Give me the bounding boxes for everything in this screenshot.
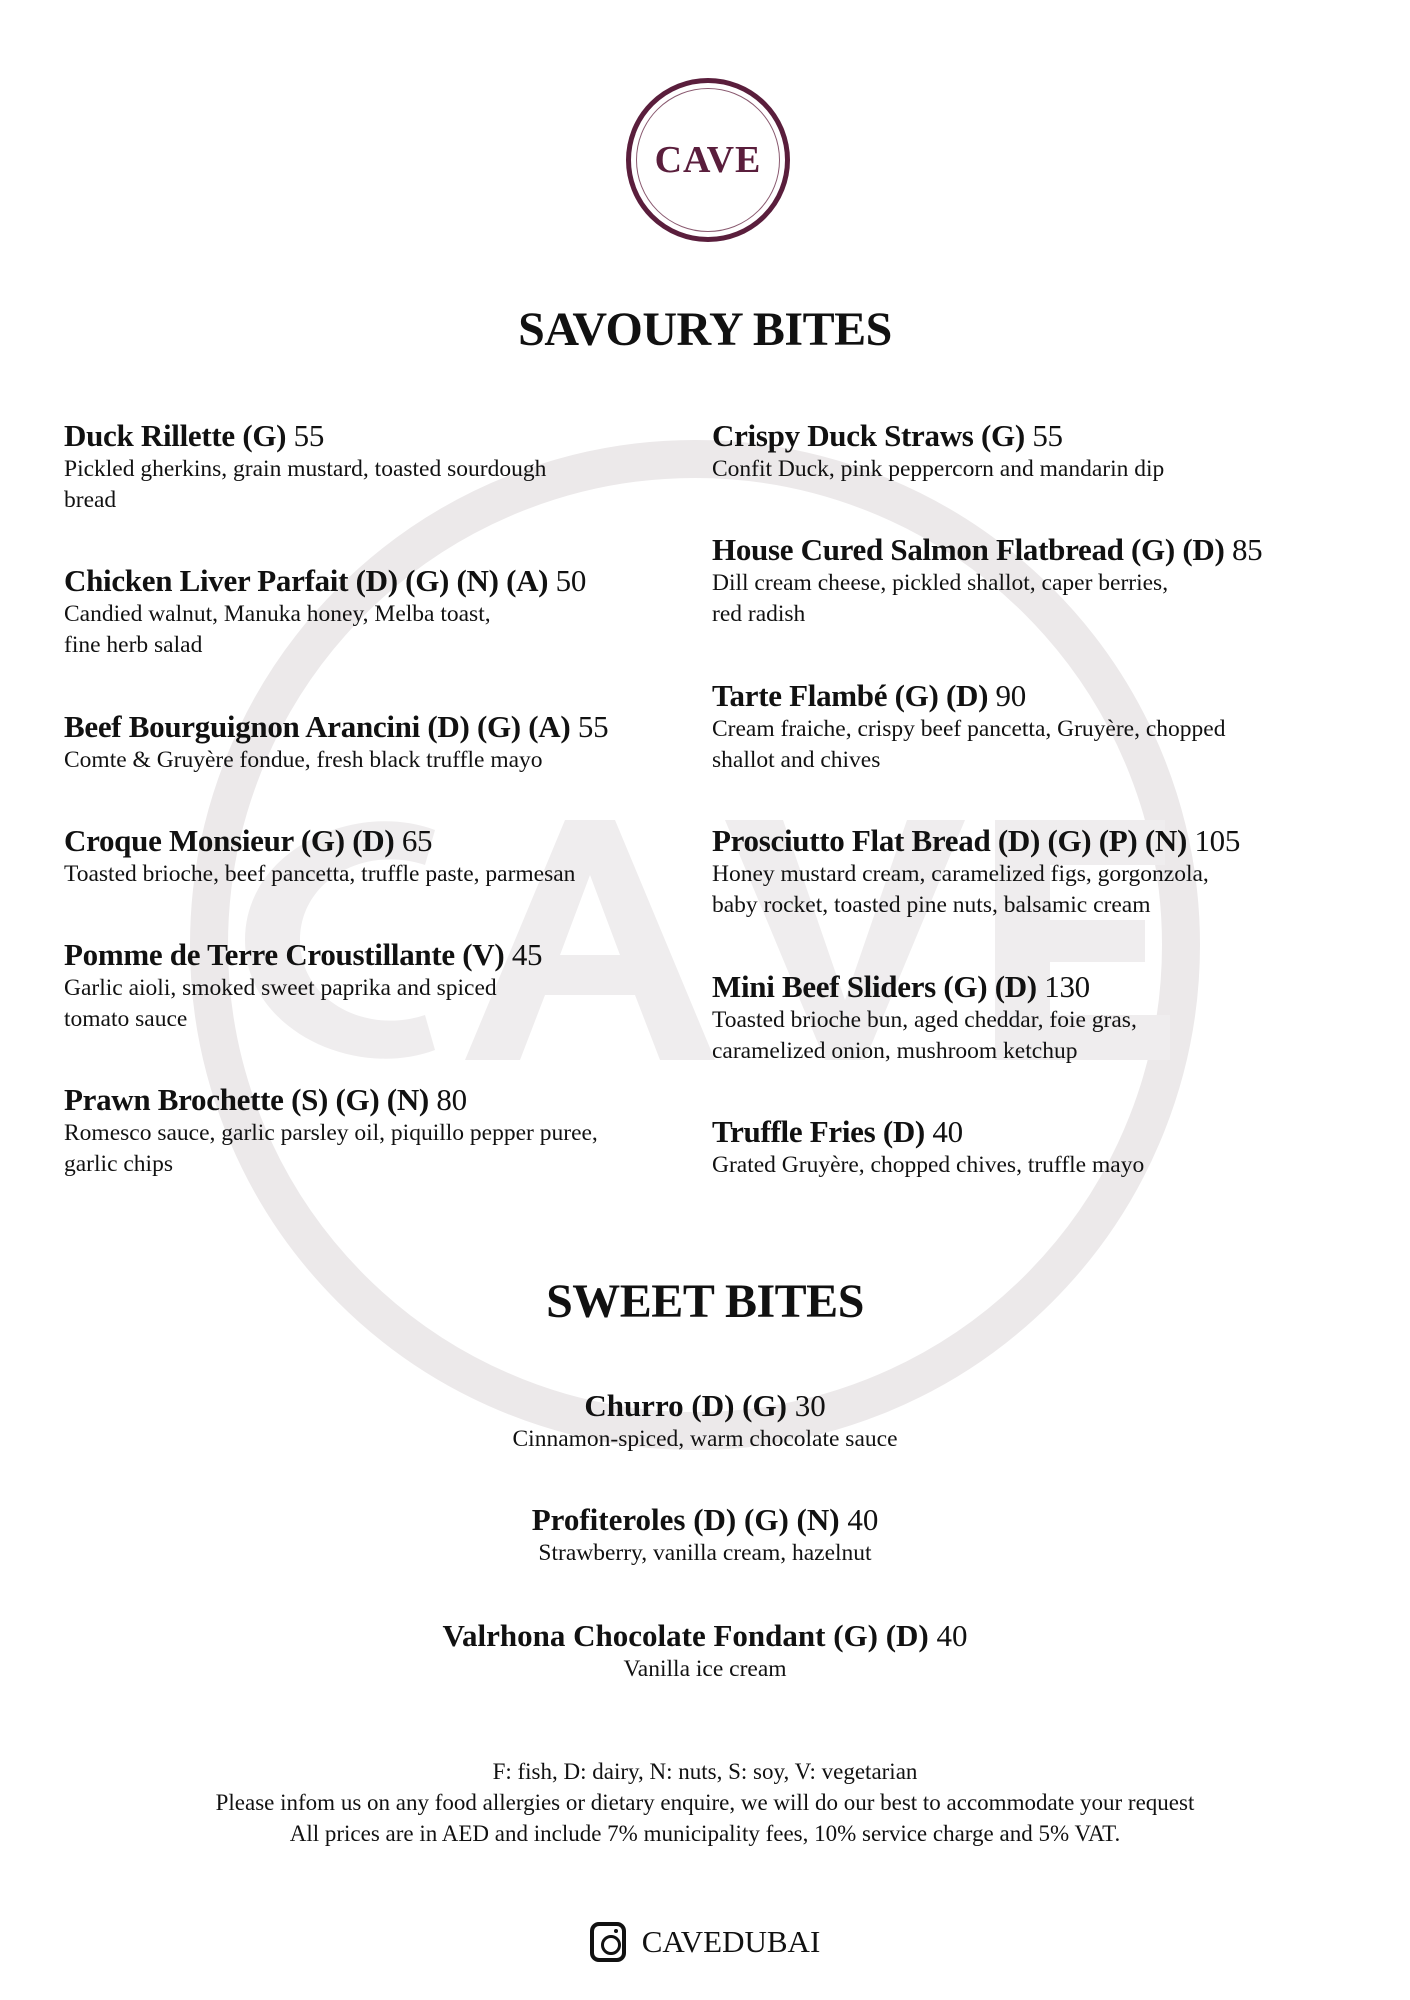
cave-logo <box>626 78 790 242</box>
logo-text: CAVE <box>654 139 762 181</box>
item-description: red radish <box>712 601 806 627</box>
item-title: Profiteroles (D) (G) (N) <box>531 1502 840 1537</box>
item-description: Romesco sauce, garlic parsley oil, piquillo pepper puree, <box>64 1120 598 1146</box>
item-name <box>0 1502 1410 1538</box>
item-title: Prosciutto Flat Bread (D) (G) (P) (N) <box>712 823 1188 858</box>
item-description: Toasted brioche bun, aged cheddar, foie gras, <box>712 1007 1137 1033</box>
item-price: 45 <box>511 937 543 972</box>
item-description: Dill cream cheese, pickled shallot, caper berries, <box>712 570 1169 596</box>
item-title: Truffle Fries (D) <box>712 1114 925 1149</box>
item-price: 55 <box>293 418 325 453</box>
item-title: Mini Beef Sliders (G) (D) <box>712 969 1037 1004</box>
item-name <box>64 823 699 859</box>
item-price: 85 <box>1231 532 1263 567</box>
menu-item <box>64 1082 699 1180</box>
menu-item <box>712 532 1347 630</box>
item-description: tomato sauce <box>64 1006 188 1032</box>
prices-note: All prices are in AED and include 7% municipality fees, 10% service charge and 5% VAT. <box>289 1821 1121 1846</box>
menu-item <box>64 709 699 776</box>
item-price: 50 <box>555 563 587 598</box>
item-title: Croque Monsieur (G) (D) <box>64 823 395 858</box>
item-name <box>64 418 699 454</box>
item-title: Pomme de Terre Croustillante (V) <box>64 937 505 972</box>
footer-notes <box>0 1756 1410 1849</box>
menu-item <box>712 1114 1347 1181</box>
menu-item <box>64 563 699 661</box>
allergy-note: Please infom us on any food allergies or dietary enquire, we will do our best to accommodate your request <box>215 1790 1195 1815</box>
item-name <box>64 563 699 599</box>
item-name <box>0 1618 1410 1654</box>
menu-item <box>64 418 699 516</box>
item-title: Duck Rillette (G) <box>64 418 287 453</box>
item-title: Beef Bourguignon Arancini (D) (G) (A) <box>64 709 571 744</box>
allergen-legend: F: fish, D: dairy, N: nuts, S: soy, V: vegetarian <box>492 1759 918 1784</box>
item-description: baby rocket, toasted pine nuts, balsamic cream <box>712 892 1151 918</box>
item-description: fine herb salad <box>64 632 203 658</box>
item-price: 65 <box>401 823 433 858</box>
item-price: 55 <box>1032 418 1063 453</box>
item-description: garlic chips <box>64 1151 173 1177</box>
item-price: 90 <box>995 678 1026 713</box>
menu-item <box>712 678 1347 776</box>
instagram-handle-text: CAVEDUBAI <box>641 1924 821 1959</box>
item-description: caramelized onion, mushroom ketchup <box>712 1038 1078 1064</box>
savoury-title: SAVOURY BITES <box>518 303 892 356</box>
item-name <box>64 709 699 745</box>
instagram-handle[interactable] <box>0 1922 1410 1962</box>
item-description: Honey mustard cream, caramelized figs, gorgonzola, <box>712 861 1209 887</box>
menu-item <box>64 937 699 1035</box>
item-price: 40 <box>936 1618 968 1653</box>
item-name <box>712 969 1347 1005</box>
item-name <box>712 678 1347 714</box>
item-description: Toasted brioche, beef pancetta, truffle paste, parmesan <box>64 861 576 887</box>
item-name <box>712 532 1347 568</box>
item-title: Prawn Brochette (S) (G) (N) <box>64 1082 429 1117</box>
item-description: Candied walnut, Manuka honey, Melba toast, <box>64 601 491 627</box>
item-price: 105 <box>1194 823 1241 858</box>
item-name <box>0 1388 1410 1424</box>
menu-item <box>64 823 699 890</box>
item-description: Vanilla ice cream <box>623 1656 787 1682</box>
item-title: Valrhona Chocolate Fondant (G) (D) <box>442 1618 929 1653</box>
item-title: Chicken Liver Parfait (D) (G) (N) (A) <box>64 563 549 598</box>
item-price: 40 <box>847 1502 879 1537</box>
item-price: 55 <box>577 709 609 744</box>
item-title: House Cured Salmon Flatbread (G) (D) <box>712 532 1225 567</box>
item-title: Crispy Duck Straws (G) <box>712 418 1025 453</box>
item-price: 80 <box>436 1082 467 1117</box>
item-description: Garlic aioli, smoked sweet paprika and spiced <box>64 975 497 1001</box>
item-name <box>712 1114 1347 1150</box>
item-price: 40 <box>932 1114 963 1149</box>
sweet-item <box>0 1388 1410 1454</box>
item-price: 30 <box>794 1388 826 1423</box>
menu-item <box>712 823 1347 921</box>
item-name <box>64 937 699 973</box>
item-description: Comte & Gruyère fondue, fresh black truffle mayo <box>64 747 543 773</box>
sweet-title: SWEET BITES <box>546 1275 864 1328</box>
item-name <box>712 418 1347 454</box>
menu-item <box>712 969 1347 1067</box>
menu-item <box>712 418 1347 485</box>
item-description: Pickled gherkins, grain mustard, toasted sourdough <box>64 456 547 482</box>
sweet-item <box>0 1502 1410 1568</box>
item-description: Grated Gruyère, chopped chives, truffle mayo <box>712 1152 1145 1178</box>
item-name <box>64 1082 699 1118</box>
item-description: shallot and chives <box>712 747 881 773</box>
item-name <box>712 823 1347 859</box>
sweet-item <box>0 1618 1410 1684</box>
item-description: Cinnamon-spiced, warm chocolate sauce <box>512 1426 898 1452</box>
item-title: Churro (D) (G) <box>584 1388 787 1423</box>
instagram-icon <box>590 1922 626 1962</box>
logo-ring <box>636 88 780 232</box>
item-price: 130 <box>1044 969 1090 1004</box>
item-description: bread <box>64 487 117 513</box>
item-title: Tarte Flambé (G) (D) <box>712 678 989 713</box>
item-description: Confit Duck, pink peppercorn and mandarin dip <box>712 456 1165 482</box>
item-description: Cream fraiche, crispy beef pancetta, Gruyère, chopped <box>712 716 1226 742</box>
item-description: Strawberry, vanilla cream, hazelnut <box>538 1540 872 1566</box>
